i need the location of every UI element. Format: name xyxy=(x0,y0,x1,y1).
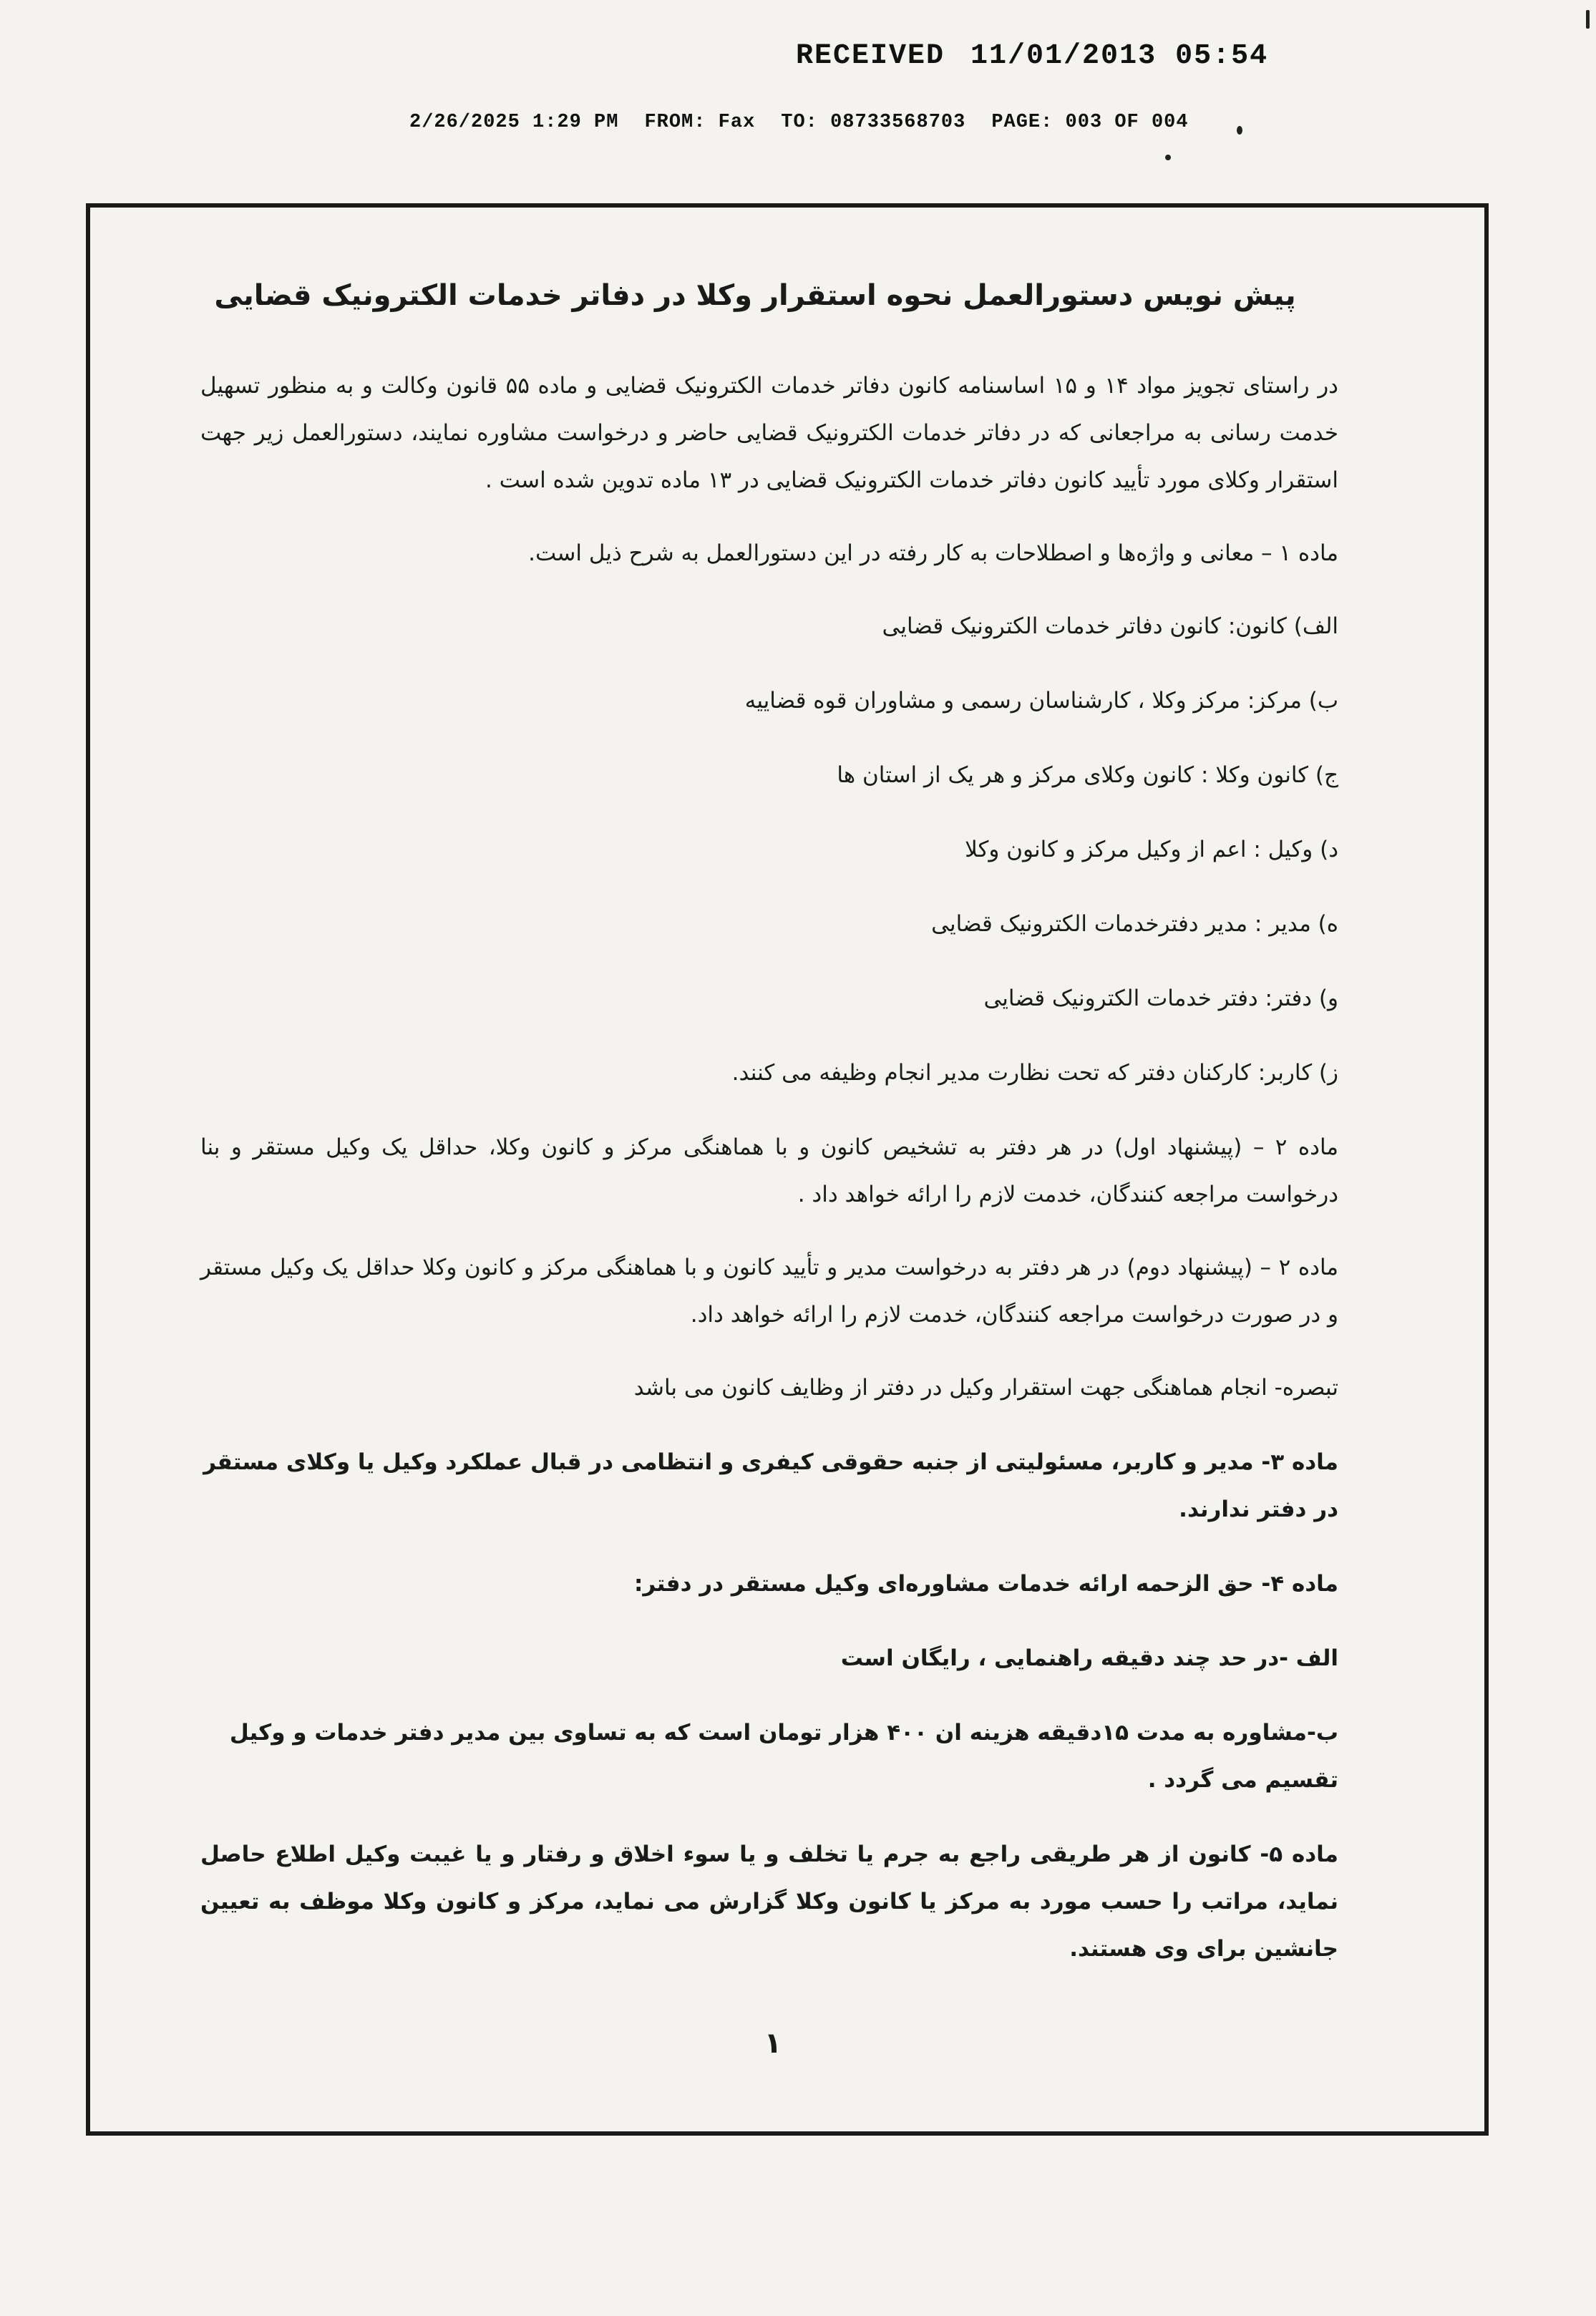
definition-item: ج) کانون وکلا : کانون وکلای مرکز و هر یک از استان ها xyxy=(837,762,1338,788)
definition-item: ب) مرکز: مرکز وکلا ، کارشناسان رسمی و مشاوران قوه قضاییه xyxy=(744,688,1338,714)
fax-from: FROM: Fax xyxy=(644,112,756,133)
scan-speck xyxy=(1586,10,1590,29)
document-title: پیش نویس دستورالعمل نحوه استقرار وکلا در دفاتر خدمات الکترونیک قضایی xyxy=(214,279,1296,312)
scan-speck xyxy=(1165,155,1171,160)
article-4: ماده ۴- حق الزحمه ارائه خدمات مشاوره‌ای وکیل مستقر در دفتر: xyxy=(633,1571,1338,1597)
article-1: ماده ۱ – معانی و واژه‌ها و اصطلاحات به کار رفته در این دستورالعمل به شرح ذیل است. xyxy=(528,540,1338,566)
fax-transmission-line xyxy=(409,112,1596,133)
received-time: 05:54 xyxy=(1175,40,1269,72)
article-5: ماده ۵- کانون از هر طریقی راجع به جرم یا تخلف و یا سوء اخلاق و رفتار و یا غیبت وکیل اطلاع حاصل نماید، مراتب را حسب مورد به مرکز یا کانون وکلا گزارش می نماید، مرکز و کانون وکلا موظف به تعیین جانشین برای وی هستند. xyxy=(200,1841,1338,1962)
document-body xyxy=(200,279,1338,1998)
received-date: 11/01/2013 xyxy=(970,40,1157,72)
definition-item: ز) کاربر: کارکنان دفتر که تحت نظارت مدیر انجام وظیفه می کنند. xyxy=(731,1060,1338,1086)
fax-page: PAGE: 003 OF 004 xyxy=(991,112,1189,133)
definition-item: ه) مدیر : مدیر دفترخدمات الکترونیک قضایی xyxy=(931,911,1338,937)
page-number: ۱ xyxy=(764,2027,782,2060)
scan-speck xyxy=(1237,126,1242,135)
fax-sent-datetime: 2/26/2025 1:29 PM xyxy=(409,112,619,133)
fax-to: TO: 08733568703 xyxy=(781,112,966,133)
intro-paragraph: در راستای تجویز مواد ۱۴ و ۱۵ اساسنامه کانون دفاتر خدمات الکترونیک قضایی و ماده ۵۵ قانون وکالت و به منظور تسهیل خدمت رسانی به مراجعانی که در دفاتر خدمات الکترونیک قضایی حاضر و درخواست مشاوره نمایند، دستورالعمل زیر جهت استقرار وکلای مورد تأیید کانون دفاتر خدمات الکترونیک قضایی در ۱۳ ماده تدوین شده است . xyxy=(200,373,1338,493)
received-label: RECEIVED xyxy=(796,40,945,72)
article-2-first-proposal: ماده ۲ – (پیشنهاد اول) در هر دفتر به تشخیص کانون و با هماهنگی مرکز و کانون وکلا، حداقل یک وکیل مستقر و بنا درخواست مراجعه کنندگان، خدمت لازم را ارائه خواهد داد . xyxy=(200,1134,1338,1207)
definition-item: الف) کانون: کانون دفاتر خدمات الکترونیک قضایی xyxy=(882,613,1338,639)
article-4-a: الف -در حد چند دقیقه راهنمایی ، رایگان است xyxy=(840,1645,1338,1671)
note: تبصره- انجام هماهنگی جهت استقرار وکیل در دفتر از وظایف کانون می باشد xyxy=(633,1375,1338,1401)
article-3: ماده ۳- مدیر و کاربر، مسئولیتی از جنبه حقوقی کیفری و انتظامی در قبال عملکرد وکیل یا وکلای مستقر در دفتر ندارند. xyxy=(203,1449,1338,1522)
article-2-second-proposal: ماده ۲ – (پیشنهاد دوم) در هر دفتر به درخواست مدیر و تأیید کانون و با هماهنگی مرکز و کانون وکلا حداقل یک وکیل مستقر و در صورت درخواست مراجعه کنندگان، خدمت لازم را ارائه خواهد داد. xyxy=(200,1255,1338,1328)
definition-item: د) وکیل : اعم از وکیل مرکز و کانون وکلا xyxy=(965,837,1338,862)
fax-received-stamp xyxy=(796,40,1596,72)
definition-item: و) دفتر: دفتر خدمات الکترونیک قضایی xyxy=(983,986,1338,1011)
article-4-b: ب-مشاوره به مدت ۱۵دقیقه هزینه ان ۴۰۰ هزار تومان است که به تساوی بین مدیر دفتر خدمات و وکیل تقسیم می گردد . xyxy=(229,1720,1338,1793)
